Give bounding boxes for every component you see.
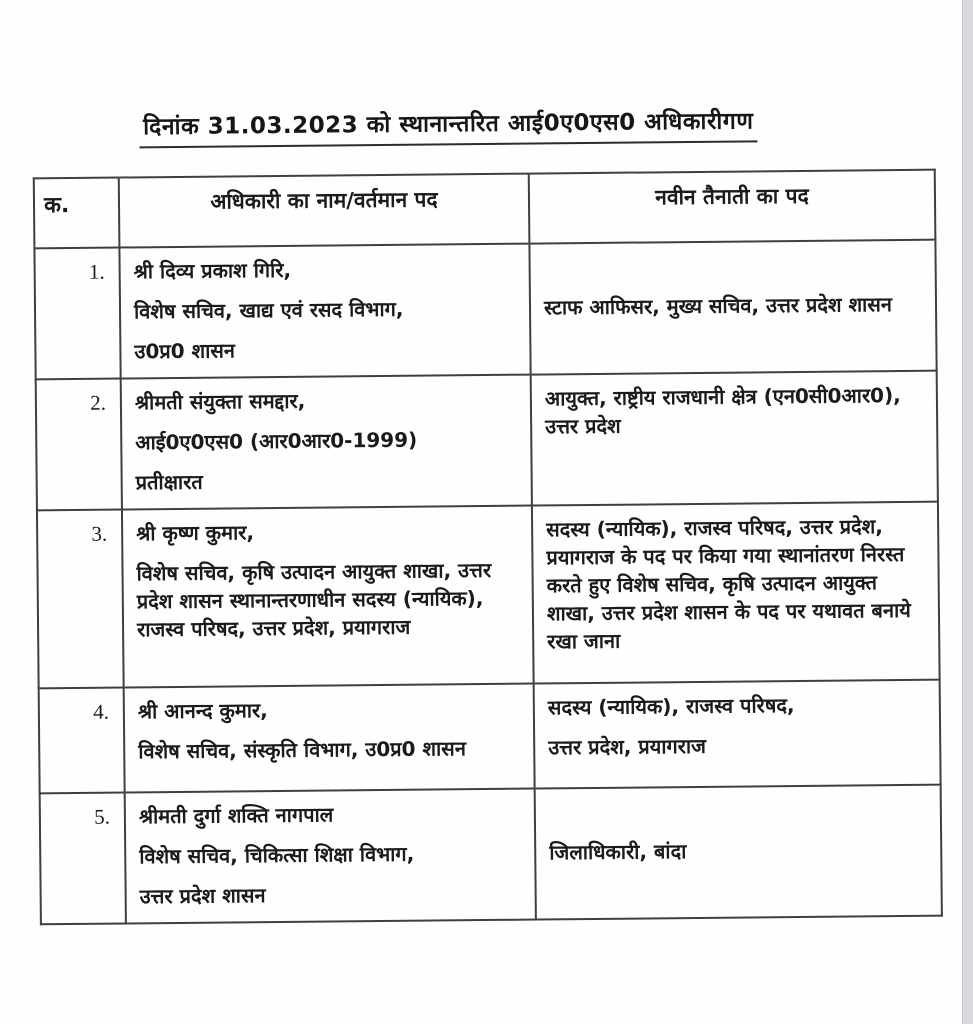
- table-row: [37, 502, 940, 689]
- new-posting-cell: [535, 785, 942, 920]
- posting-line: स्टाफ आफिसर, मुख्य सचिव, उत्तर प्रदेश शासन: [543, 291, 893, 319]
- posting-line: उत्तर प्रदेश, प्रयागराज: [548, 733, 707, 760]
- table-row: [34, 240, 936, 380]
- header-officer-name: अधिकारी का नाम/वर्तमान पद: [119, 174, 530, 248]
- table-row: [40, 785, 942, 925]
- serial-cell: 3.: [37, 510, 124, 689]
- title-area: [33, 102, 863, 149]
- officer-line: विशेष सचिव, खाद्य एवं रसद विभाग,: [133, 296, 404, 324]
- officer-cell: [121, 375, 532, 510]
- new-posting-cell: [531, 371, 938, 506]
- officer-cell: [119, 244, 530, 379]
- officer-line: श्री दिव्य प्रकाश गिरि,: [133, 257, 292, 284]
- officer-line: श्रीमती संयुक्ता समद्दार,: [134, 388, 306, 415]
- serial-cell: 5.: [40, 792, 126, 924]
- serial-cell: 1.: [34, 248, 120, 380]
- table-row: [36, 371, 938, 511]
- table-row: [39, 680, 941, 794]
- officer-line: आई0ए0एस0 (आर0आर0-1999): [135, 427, 418, 455]
- header-new-posting: नवीन तैनाती का पद: [529, 170, 936, 244]
- table-header-row: [34, 170, 936, 249]
- officer-line: श्री आनन्द कुमार,: [137, 698, 268, 724]
- officer-line: विशेष सचिव, कृषि उत्पादन आयुक्त शाखा, उत्तर प्रदेश शासन स्थानान्तरणाधीन सदस्य (न्यायिक), राजस्व परिषद, उत्तर प्रदेश, प्रयागराज: [136, 557, 492, 642]
- posting-line: जिलाधिकारी, बांदा: [549, 838, 687, 864]
- posting-line: सदस्य (न्यायिक), राजस्व परिषद,: [547, 693, 795, 720]
- officer-line: विशेष सचिव, संस्कृति विभाग, उ0प्र0 शासन: [138, 736, 466, 764]
- officer-line: उत्तर प्रदेश शासन: [139, 883, 266, 909]
- officer-line: श्री कृष्ण कुमार,: [136, 520, 255, 546]
- header-serial: क.: [34, 178, 120, 249]
- transfer-table: [33, 169, 943, 926]
- serial-cell: 4.: [39, 687, 125, 793]
- officer-cell: [124, 684, 535, 793]
- officer-cell: [125, 789, 536, 924]
- officer-line: उ0प्र0 शासन: [134, 338, 236, 364]
- scan-edge-shadow: [962, 0, 973, 1024]
- officer-cell: [122, 506, 534, 688]
- new-posting-cell: [532, 502, 940, 684]
- posting-line: आयुक्त, राष्ट्रीय राजधानी क्षेत्र (एन0सी0आर0), उत्तर प्रदेश: [544, 383, 901, 439]
- document-title: दिनांक 31.03.2023 को स्थानान्तरित आई0ए0एस0 अधिकारीगण: [139, 103, 758, 148]
- new-posting-cell: [529, 240, 936, 375]
- officer-line: विशेष सचिव, चिकित्सा शिक्षा विभाग,: [139, 841, 415, 869]
- officer-line: श्रीमती दुर्गा शक्ति नागपाल: [138, 802, 334, 829]
- new-posting-cell: [534, 680, 941, 789]
- serial-cell: 2.: [36, 379, 122, 511]
- posting-line: सदस्य (न्यायिक), राजस्व परिषद, उत्तर प्रदेश, प्रयागराज के पद पर किया गया स्थानांतरण निरस्त करते हुए विशेष सचिव, कृषि उत्पादन आयुक्त शाखा, उत्तर प्रदेश शासन के पद पर यथावत बनाये रखा जाना: [546, 514, 911, 654]
- officer-line: प्रतीक्षारत: [135, 469, 203, 495]
